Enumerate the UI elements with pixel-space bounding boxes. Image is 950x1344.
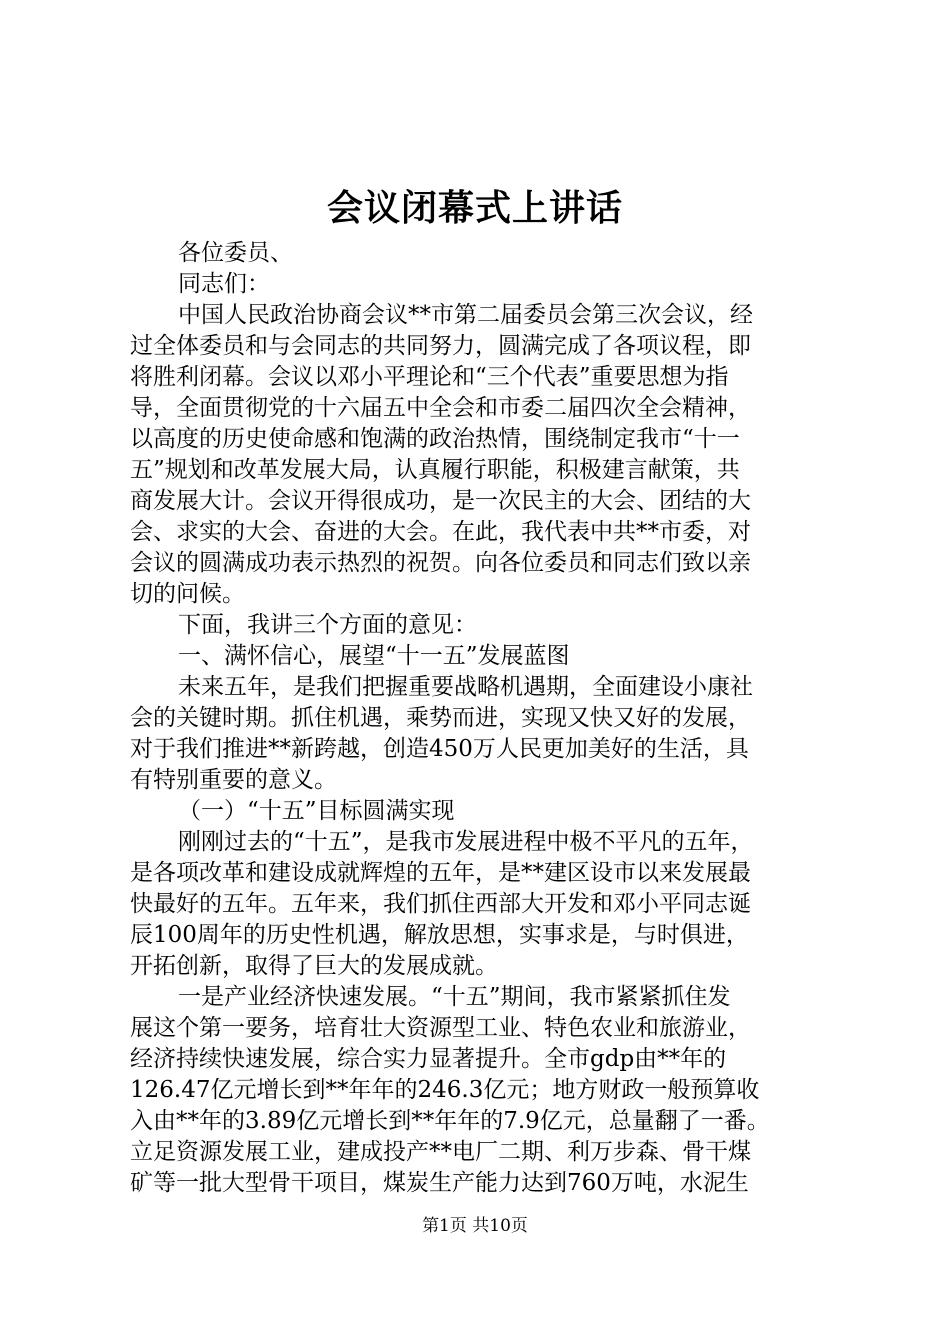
body-line: 会的关键时期。抓住机遇，乘势而进，实现又快又好的发展， — [130, 705, 751, 731]
body-line: 下面，我讲三个方面的意见： — [178, 612, 477, 638]
document-title: 会议闭幕式上讲话 — [326, 187, 623, 229]
body-line: 过全体委员和与会同志的共同努力，圆满完成了各项议程，即 — [130, 333, 751, 359]
body-line: 快最好的五年。五年来，我们抓住西部大开发和邓小平同志诞 — [130, 891, 751, 917]
body-line: 有特别重要的意义。 — [130, 767, 337, 793]
body-line: 立足资源发展工业，建成投产**电厂二期、利万步森、骨干煤 — [130, 1139, 751, 1165]
body-line: 入由**年的3.89亿元增长到**年年的7.9亿元，总量翻了一番。 — [130, 1108, 770, 1134]
body-line: 辰100周年的历史性机遇，解放思想，实事求是，与时俱进， — [130, 922, 749, 948]
salutation-line: 同志们： — [178, 271, 270, 297]
body-line: 将胜利闭幕。会议以邓小平理论和“三个代表”重要思想为指 — [130, 364, 729, 390]
salutation-line: 各位委员、 — [178, 240, 293, 266]
subsection-heading: （一）“十五”目标圆满实现 — [178, 798, 455, 824]
body-line: 切的问候。 — [130, 581, 245, 607]
page-footer: 第1页 共10页 — [422, 1216, 528, 1236]
body-line: 导，全面贯彻党的十六届五中全会和市委二届四次全会精神， — [130, 395, 751, 421]
body-line: 开拓创新，取得了巨大的发展成就。 — [130, 953, 498, 979]
body-line: 展这个第一要务，培育壮大资源型工业、特色农业和旅游业， — [130, 1015, 751, 1041]
body-line: 126.47亿元增长到**年年的246.3亿元；地方财政一般预算收 — [130, 1077, 760, 1103]
body-line: 是各项改革和建设成就辉煌的五年，是**建区设市以来发展最 — [130, 860, 751, 886]
body-line: 未来五年，是我们把握重要战略机遇期，全面建设小康社 — [178, 674, 753, 700]
body-line: 中国人民政治协商会议**市第二届委员会第三次会议，经 — [178, 302, 753, 328]
body-line: 刚刚过去的“十五”，是我市发展进程中极不平凡的五年， — [178, 829, 754, 855]
body-line: 对于我们推进**新跨越，创造450万人民更加美好的生活，具 — [130, 736, 749, 762]
body-line: 商发展大计。会议开得很成功，是一次民主的大会、团结的大 — [130, 488, 751, 514]
body-line: 五”规划和改革发展大局，认真履行职能，积极建言献策，共 — [130, 457, 740, 483]
body-line: 会、求实的大会、奋进的大会。在此，我代表中共**市委，对 — [130, 519, 751, 545]
body-line: 会议的圆满成功表示热烈的祝贺。向各位委员和同志们致以亲 — [130, 550, 751, 576]
body-line: 以高度的历史使命感和饱满的政治热情，围绕制定我市“十一 — [130, 426, 740, 452]
body-line: 矿等一批大型骨干项目，煤炭生产能力达到760万吨，水泥生 — [130, 1170, 749, 1196]
body-line: 一是产业经济快速发展。“十五”期间，我市紧紧抓住发 — [178, 984, 731, 1010]
body-line: 经济持续快速发展，综合实力显著提升。全市gdp由**年的 — [130, 1046, 727, 1072]
section-heading: 一、满怀信心，展望“十一五”发展蓝图 — [178, 643, 570, 669]
